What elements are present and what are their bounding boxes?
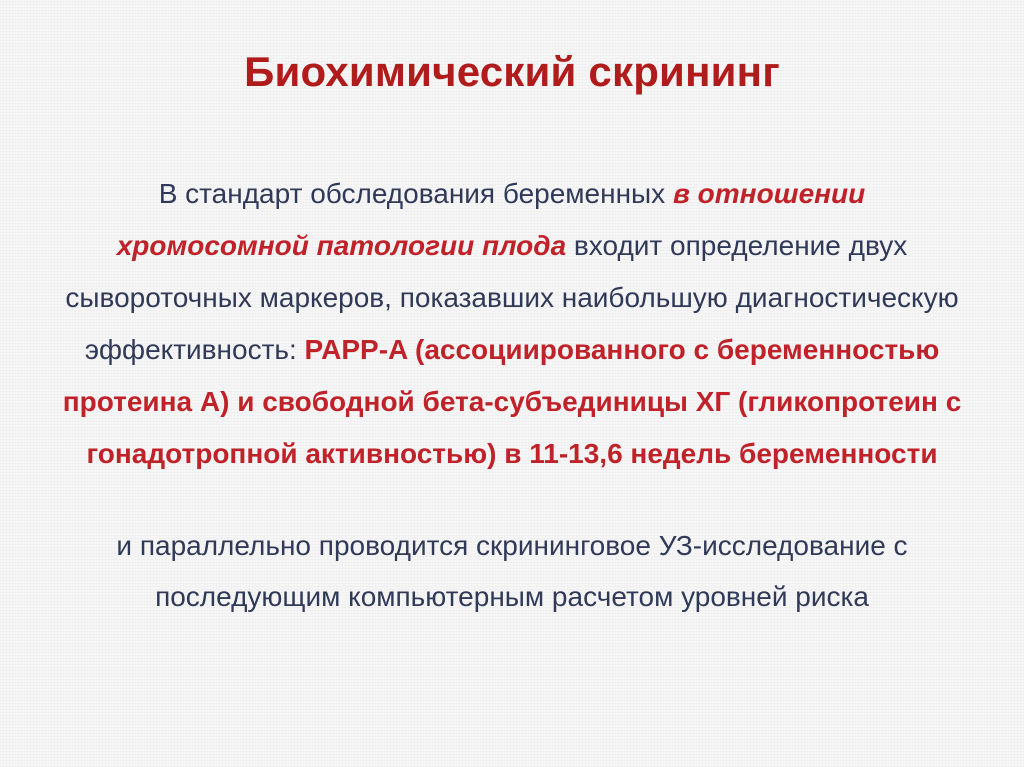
paragraph-intro: В стандарт обследования беременных — [158, 178, 673, 209]
paragraph-emphasis: в отношении хромосомной патологии плода — [116, 178, 866, 261]
slide-title: Биохимический скрининг — [244, 48, 780, 95]
paragraph-middle: входит определение двух сывороточных маркеров, показавших наибольшую диагностическую эффективность: — [65, 230, 959, 365]
secondary-paragraph: и параллельно проводится скрининговое УЗ-исследование с последующим компьютерным расчетом уровней риска — [116, 530, 908, 612]
paragraph-markers: PAPP-A (ассоциированного с беременностью протеина А) и свободной бета-субъединицы ХГ (гликопротеин с гонадотропной активностью) в 11-13,6 недель беременности — [62, 334, 962, 469]
main-paragraph — [60, 168, 964, 480]
